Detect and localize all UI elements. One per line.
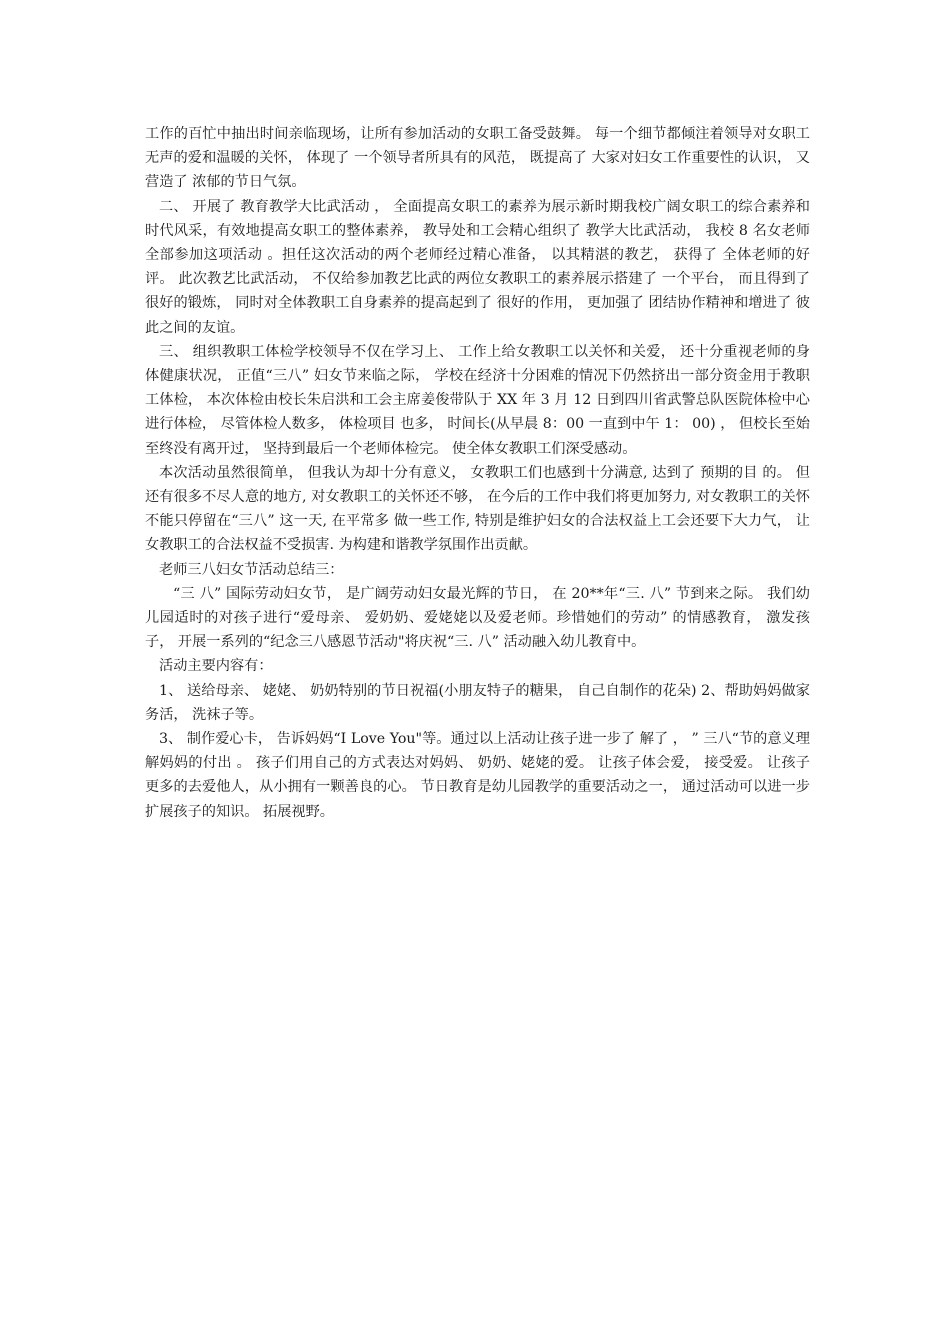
paragraph-section-three: 三、 组织教职工体检学校领导不仅在学习上、 工作上给女教职工以关怀和关爱， 还十分重视老师的身体健康状况， 正值“三八” 妇女节来临之际， 学校在经济十分困难的情况下仍然挤出一部分资金用于教职工体检， 本次体检由校长朱启洪和工会主席姜俊带队于 XX 年 3 月 12 日到四川省武警总队医院体检中心进行体检， 尽管体检人数多， 体检项目 也多， 时间长(从早晨 8：00 一直到中午 1： 00) ， 但校长至始至终没有离开过， 坚持到最后一个老师体检完。 使全体女教职工们深受感动。 [145, 343, 810, 457]
document-body [145, 122, 810, 824]
section-heading-summary-three: 老师三八妇女节活动总结三： [159, 561, 344, 578]
paragraph-kindergarten-intro: “三 八” 国际劳动妇女节， 是广阔劳动妇女最光辉的节日， 在 20**年“三. 八” 节到来之际。 我们幼儿园适时的对孩子进行“爱母亲、 爱奶奶、爱姥姥以及爱老师。珍惜她们的劳动” 的情感教育， 激发孩子， 开展一系列的“纪念三八感恩节活动"将庆祝“三. 八” 活动融入幼儿教育中。 [145, 585, 810, 651]
paragraph-summary: 本次活动虽然很简单， 但我认为却十分有意义， 女教职工们也感到十分满意, 达到了 预期的目 的。 但还有很多不尽人意的地方, 对女教职工的关怀还不够， 在今后的工作中我们将更加努力, 对女教职工的关怀不能只停留在“三八” 这一天, 在平常多 做一些工作, 特别是维护妇女的合法权益上工会还要下大力气， 让女教职工的合法权益不受损害. 为构建和谐教学氛围作出贡献。 [145, 464, 810, 554]
paragraph-section-two: 二、 开展了 教育教学大比武活动 ， 全面提高女职工的素养为展示新时期我校广阔女职工的综合素养和时代风采，有效地提高女职工的整体素养， 教导处和工会精心组织了 教学大比武活动， 我校 8 名女老师全部参加这项活动 。担任这次活动的两个老师经过精心准备， 以其精湛的教艺， 获得了 全体老师的好评。 此次教艺比武活动， 不仅给参加教艺比武的两位女教职工的素养展示搭建了 一个平台， 而且得到了 很好的锻炼， 同时对全体教职工自身素养的提高起到了 很好的作用， 更加强了 团结协作精神和增进了 彼此之间的友谊。 [145, 198, 810, 336]
paragraph-activity-heading: 活动主要内容有： [159, 658, 273, 675]
paragraph-activity-items: 1、 送给母亲、 姥姥、 奶奶特别的节日祝福(小朋友特子的糖果， 自己自制作的花朵) 2、帮助妈妈做家务活， 洗袜子等。 [145, 682, 810, 723]
paragraph-activity-card: 3、 制作爱心卡， 告诉妈妈“I Love You"等。通过以上活动让孩子进一步了 解了 ， ” 三八“节的意义理解妈妈的付出 。 孩子们用自己的方式表达对妈妈、 奶奶、姥姥的爱。 让孩子体会爱， 接受爱。 让孩子更多的去爱他人，从小拥有一颗善良的心。 节日教育是幼儿园教学的重要活动之一， 通过活动可以进一步扩展孩子的知识。 拓展视野。 [145, 731, 810, 820]
paragraph-continuation: 工作的百忙中抽出时间亲临现场，让所有参加活动的女职工备受鼓舞。 每一个细节都倾注着领导对女职工无声的爱和温暖的关怀， 体现了 一个领导者所具有的风范， 既提高了 大家对妇女工作重要性的认识， 又营造了 浓郁的节日气氛。 [145, 126, 810, 191]
